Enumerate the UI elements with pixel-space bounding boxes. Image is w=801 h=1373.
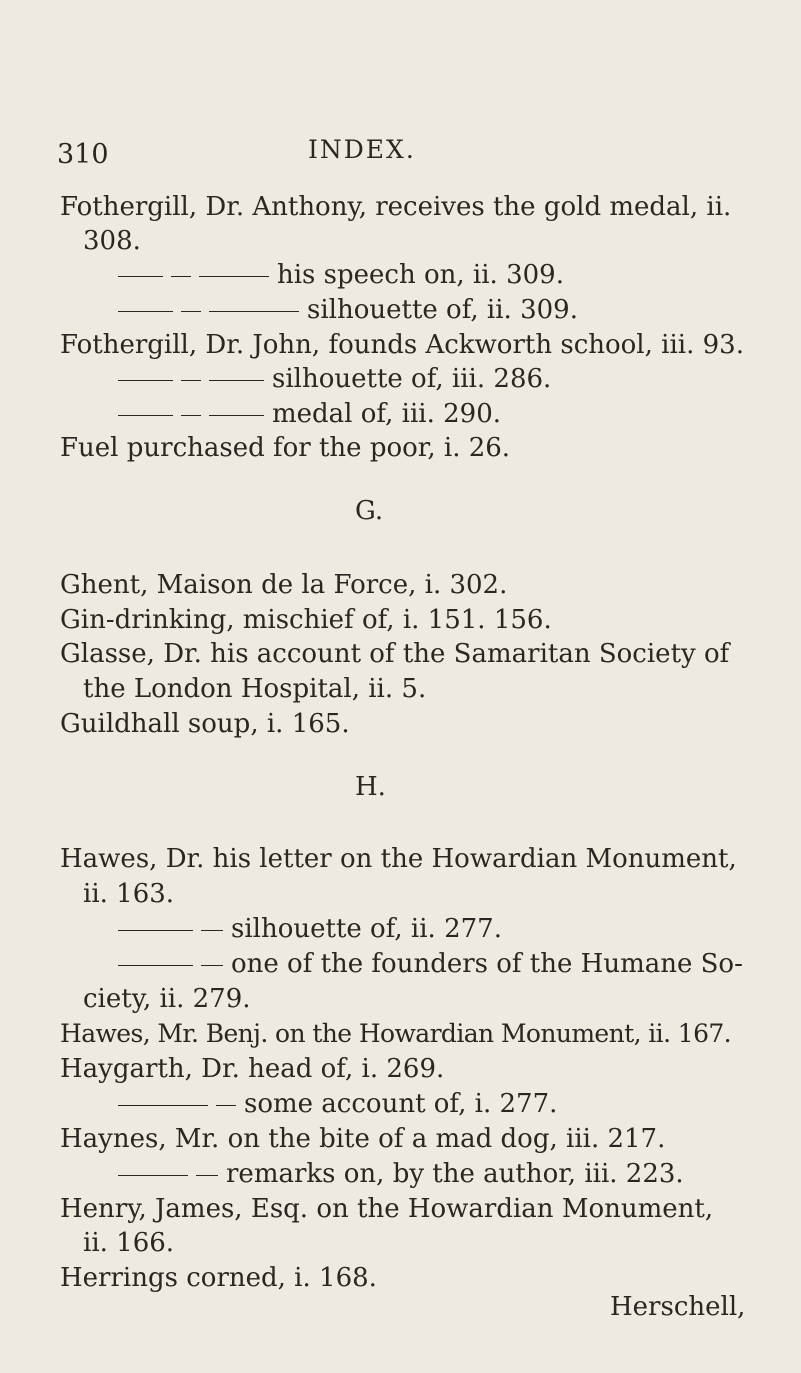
- section-letter-g: G.: [355, 496, 384, 526]
- index-subentry: silhouette of, ii. 309.: [118, 293, 578, 327]
- ditto-dash: [209, 380, 264, 381]
- index-entry-continuation: ii. 163.: [83, 879, 175, 909]
- index-subentry: his speech on, ii. 309.: [118, 258, 564, 292]
- index-subentry: silhouette of, iii. 286.: [118, 362, 551, 396]
- ditto-dash: [118, 965, 193, 966]
- index-entry-continuation: the London Hospital, ii. 5.: [83, 674, 427, 704]
- index-entry: Henry, James, Esq. on the Howardian Monument,: [60, 1194, 714, 1224]
- ditto-dash: [201, 930, 223, 931]
- running-head: INDEX.: [308, 135, 416, 164]
- index-entry: Fothergill, Dr. John, founds Ackworth school, iii. 93.: [60, 330, 744, 360]
- index-subentry: medal of, iii. 290.: [118, 397, 501, 431]
- index-subentry: remarks on, by the author, iii. 223.: [118, 1157, 684, 1191]
- index-entry-continuation: ii. 166.: [83, 1228, 175, 1258]
- index-subentry: some account of, i. 277.: [118, 1087, 557, 1121]
- ditto-dash: [199, 276, 269, 277]
- ditto-dash: [181, 311, 201, 312]
- ditto-dash: [118, 1105, 208, 1106]
- index-entry: Glasse, Dr. his account of the Samaritan Society of: [60, 639, 730, 669]
- index-subentry: one of the founders of the Humane So-: [118, 947, 743, 981]
- catchword: Herschell,: [610, 1292, 746, 1322]
- ditto-dash: [201, 965, 223, 966]
- index-entry: Herrings corned, i. 168.: [60, 1263, 377, 1293]
- index-entry-continuation: 308.: [83, 226, 141, 256]
- index-entry: Ghent, Maison de la Force, i. 302.: [60, 570, 508, 600]
- ditto-dash: [209, 415, 264, 416]
- index-entry: Fothergill, Dr. Anthony, receives the gold medal, ii.: [60, 192, 732, 222]
- index-entry: Fuel purchased for the poor, i. 26.: [60, 433, 511, 463]
- index-entry-continuation: ciety, ii. 279.: [83, 984, 251, 1014]
- page-number: 310: [57, 139, 109, 170]
- ditto-dash: [118, 380, 173, 381]
- ditto-dash: [181, 415, 201, 416]
- ditto-dash: [118, 276, 163, 277]
- index-entry: Haynes, Mr. on the bite of a mad dog, iii. 217.: [60, 1124, 666, 1154]
- index-entry: Haygarth, Dr. head of, i. 269.: [60, 1054, 445, 1084]
- ditto-dash: [118, 930, 193, 931]
- index-subentry: silhouette of, ii. 277.: [118, 912, 502, 946]
- ditto-dash: [118, 415, 173, 416]
- index-entry: Gin-drinking, mischief of, i. 151. 156.: [60, 605, 552, 635]
- ditto-dash: [118, 311, 173, 312]
- ditto-dash: [171, 276, 191, 277]
- section-letter-h: H.: [355, 772, 386, 802]
- index-entry: Hawes, Mr. Benj. on the Howardian Monument, ii. 167.: [60, 1019, 732, 1048]
- ditto-dash: [181, 380, 201, 381]
- ditto-dash: [216, 1105, 236, 1106]
- ditto-dash: [196, 1175, 218, 1176]
- ditto-dash: [209, 311, 299, 312]
- index-entry: Guildhall soup, i. 165.: [60, 709, 350, 739]
- index-entry: Hawes, Dr. his letter on the Howardian Monument,: [60, 844, 737, 874]
- ditto-dash: [118, 1175, 188, 1176]
